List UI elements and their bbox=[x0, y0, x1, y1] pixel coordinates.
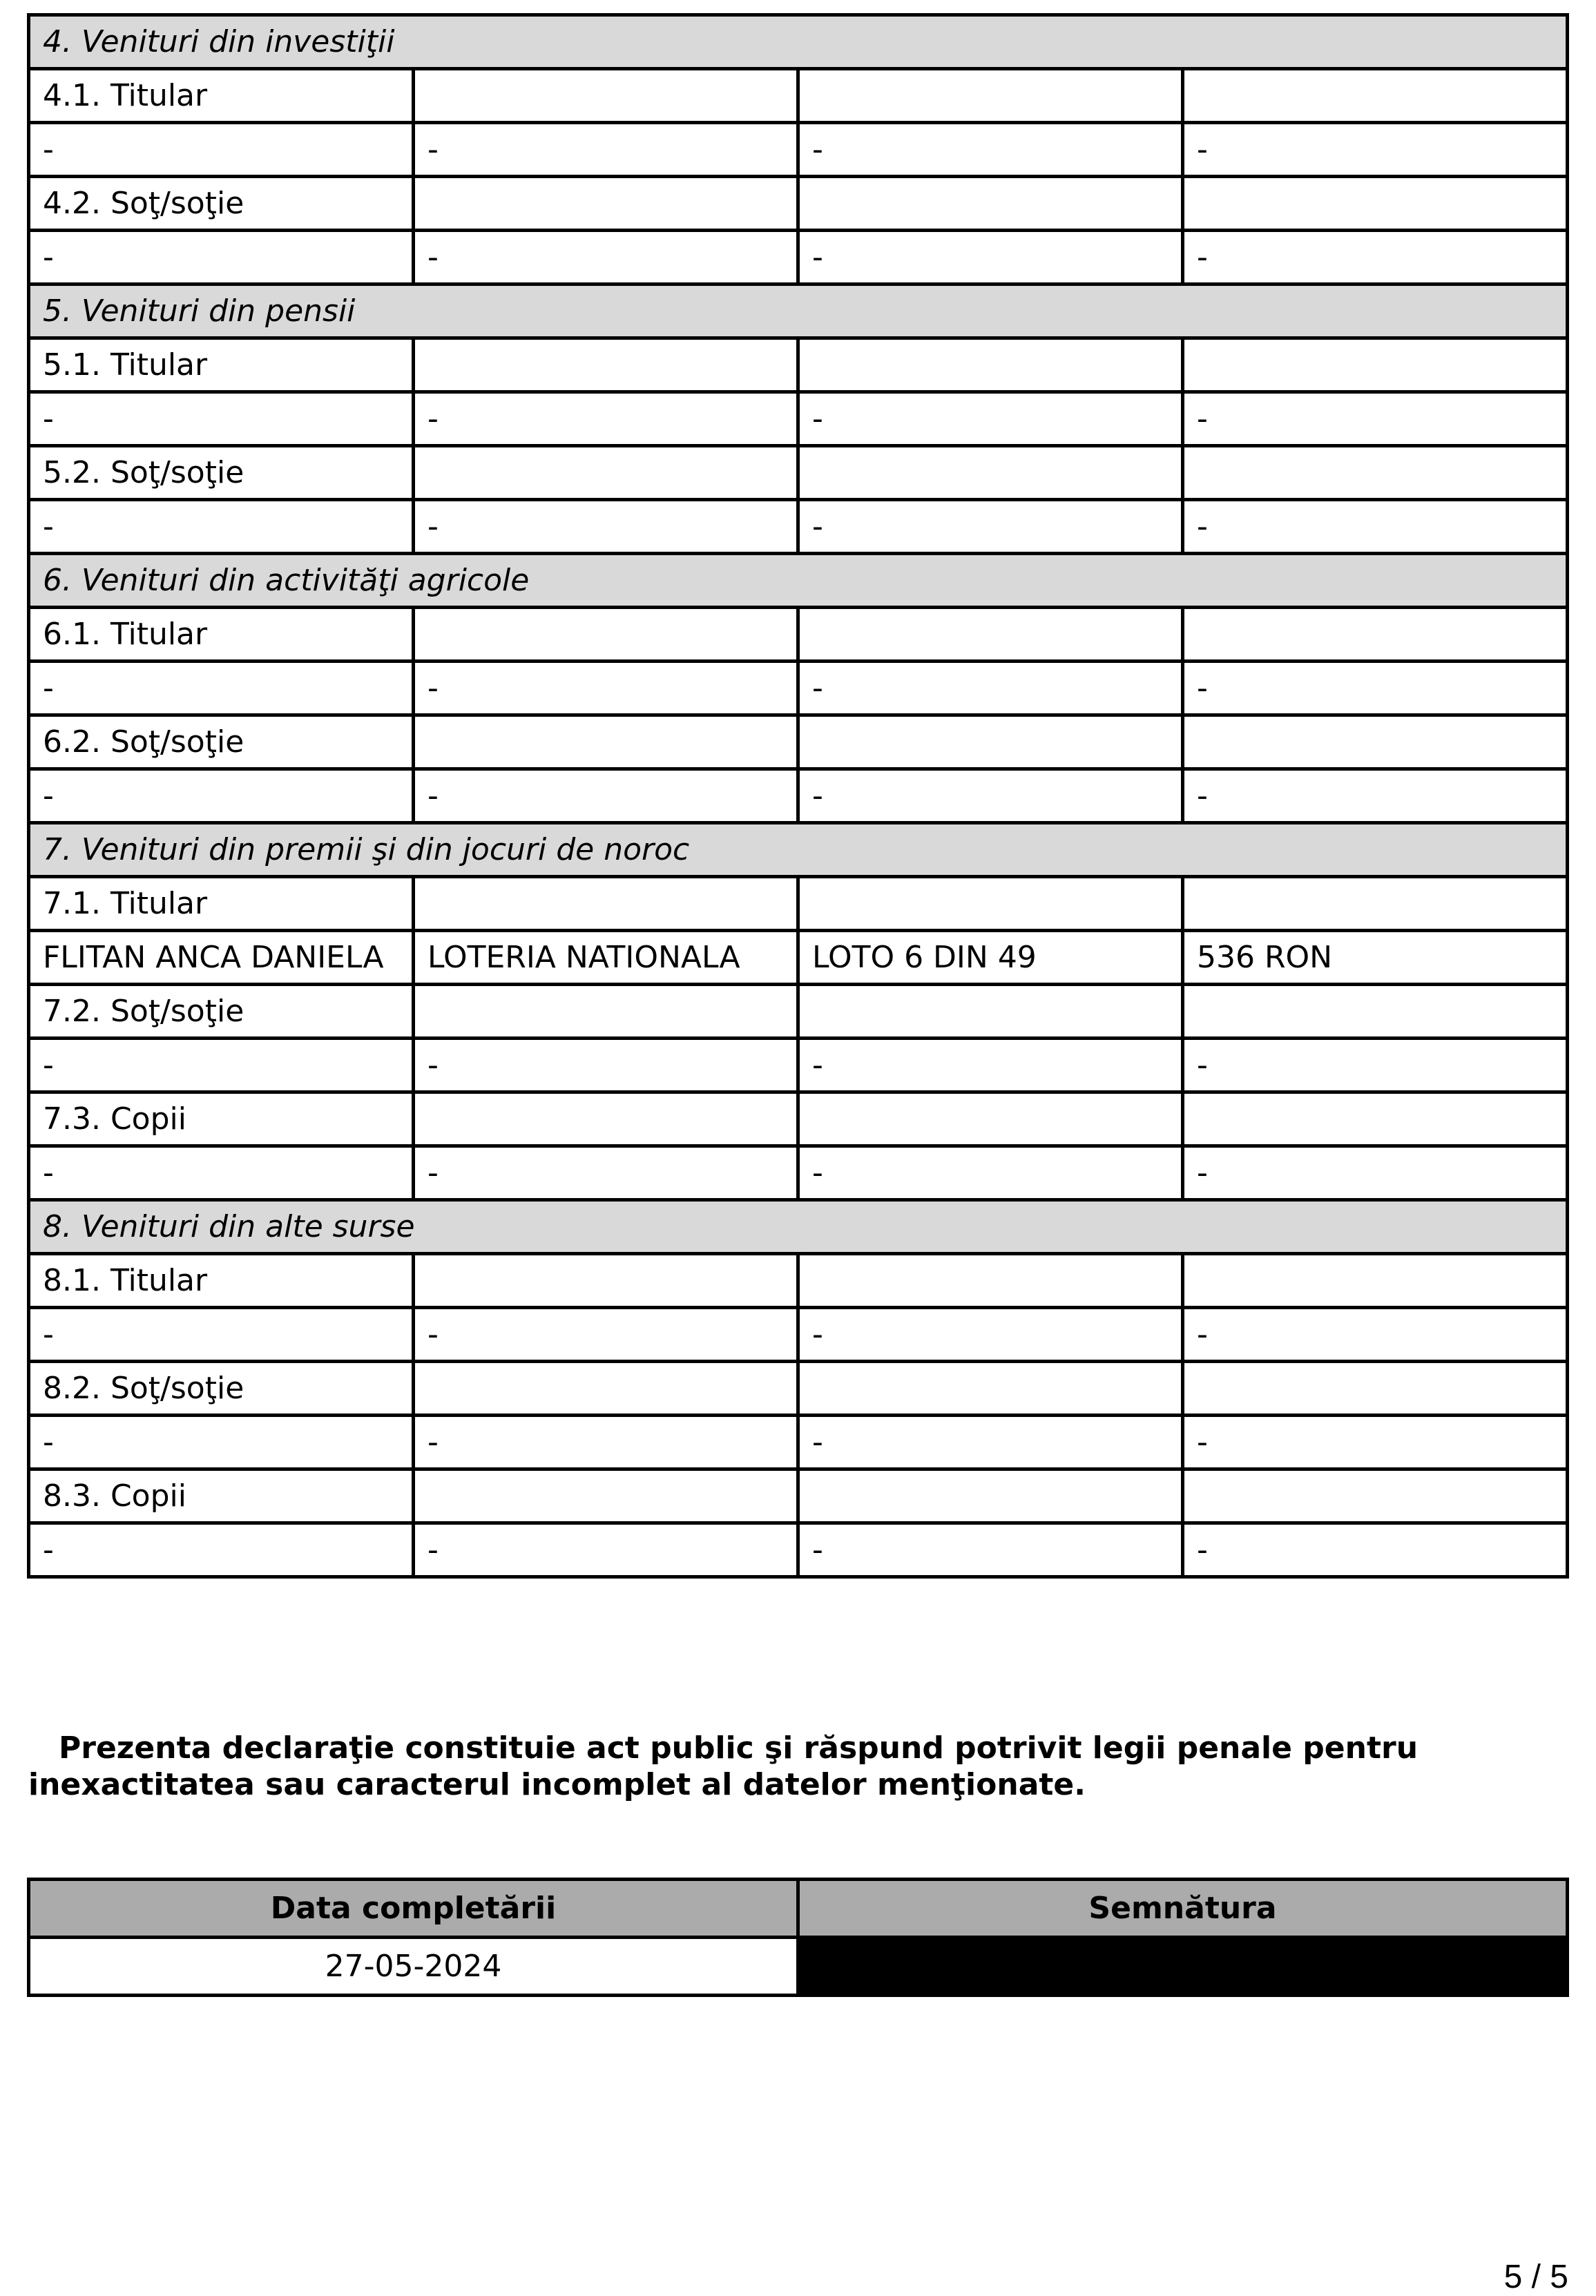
empty-cell bbox=[798, 446, 1183, 500]
section-header-row bbox=[29, 284, 1568, 338]
table-cell: - bbox=[798, 769, 1183, 823]
subsection-row bbox=[29, 1362, 1568, 1416]
empty-cell bbox=[414, 1469, 798, 1523]
subsection-label: 5.2. Soţ/soţie bbox=[29, 446, 414, 500]
table-cell: - bbox=[414, 1308, 798, 1362]
section-header-row bbox=[29, 1200, 1568, 1254]
completion-date: 27-05-2024 bbox=[29, 1938, 798, 1996]
table-row bbox=[29, 392, 1568, 446]
empty-cell bbox=[414, 69, 798, 123]
empty-cell bbox=[798, 1362, 1183, 1416]
table-cell: - bbox=[29, 769, 414, 823]
table-cell: - bbox=[1183, 500, 1568, 554]
empty-cell bbox=[798, 985, 1183, 1039]
empty-cell bbox=[414, 1092, 798, 1146]
table-cell: - bbox=[414, 1146, 798, 1200]
signature-table bbox=[27, 1878, 1569, 1997]
table-cell: - bbox=[414, 1523, 798, 1577]
table-row bbox=[29, 123, 1568, 177]
subsection-row bbox=[29, 715, 1568, 769]
table-cell: - bbox=[1183, 1523, 1568, 1577]
empty-cell bbox=[414, 715, 798, 769]
table-cell: FLITAN ANCA DANIELA bbox=[29, 931, 414, 985]
table-cell: - bbox=[29, 662, 414, 715]
table-cell: - bbox=[414, 662, 798, 715]
subsection-row bbox=[29, 985, 1568, 1039]
table-cell: - bbox=[798, 1523, 1183, 1577]
subsection-label: 7.2. Soţ/soţie bbox=[29, 985, 414, 1039]
table-cell: - bbox=[29, 1416, 414, 1469]
table-row bbox=[29, 1416, 1568, 1469]
table-cell: - bbox=[798, 662, 1183, 715]
table-cell: - bbox=[1183, 1039, 1568, 1092]
table-cell: - bbox=[798, 1416, 1183, 1469]
subsection-label: 8.1. Titular bbox=[29, 1254, 414, 1308]
subsection-label: 4.2. Soţ/soţie bbox=[29, 177, 414, 231]
table-cell: - bbox=[1183, 1416, 1568, 1469]
table-row bbox=[29, 500, 1568, 554]
empty-cell bbox=[1183, 608, 1568, 662]
section-header-row bbox=[29, 15, 1568, 69]
empty-cell bbox=[1183, 69, 1568, 123]
subsection-row bbox=[29, 69, 1568, 123]
table-cell: - bbox=[798, 123, 1183, 177]
empty-cell bbox=[1183, 1362, 1568, 1416]
empty-cell bbox=[414, 1254, 798, 1308]
table-cell: - bbox=[414, 769, 798, 823]
section-title: 7. Venituri din premii şi din jocuri de noroc bbox=[29, 823, 1568, 877]
table-cell: - bbox=[414, 1039, 798, 1092]
section-header-row bbox=[29, 554, 1568, 608]
section-title: 8. Venituri din alte surse bbox=[29, 1200, 1568, 1254]
subsection-row bbox=[29, 338, 1568, 392]
table-row bbox=[29, 1523, 1568, 1577]
table-cell: LOTERIA NATIONALA bbox=[414, 931, 798, 985]
empty-cell bbox=[414, 1362, 798, 1416]
subsection-label: 8.2. Soţ/soţie bbox=[29, 1362, 414, 1416]
table-cell: - bbox=[1183, 123, 1568, 177]
table-cell: - bbox=[29, 1523, 414, 1577]
signature-header: Semnătura bbox=[798, 1880, 1568, 1938]
empty-cell bbox=[798, 877, 1183, 931]
table-cell: - bbox=[798, 1308, 1183, 1362]
empty-cell bbox=[1183, 877, 1568, 931]
table-cell: - bbox=[29, 1146, 414, 1200]
table-cell: - bbox=[1183, 769, 1568, 823]
subsection-label: 7.3. Copii bbox=[29, 1092, 414, 1146]
empty-cell bbox=[414, 985, 798, 1039]
page-number: 5 / 5 bbox=[1503, 2259, 1568, 2295]
subsection-label: 6.1. Titular bbox=[29, 608, 414, 662]
table-cell: 536 RON bbox=[1183, 931, 1568, 985]
empty-cell bbox=[798, 1469, 1183, 1523]
empty-cell bbox=[798, 1254, 1183, 1308]
date-header: Data completării bbox=[29, 1880, 798, 1938]
table-cell: - bbox=[29, 1308, 414, 1362]
section-header-row bbox=[29, 823, 1568, 877]
table-row bbox=[29, 931, 1568, 985]
table-cell: - bbox=[414, 231, 798, 284]
table-cell: - bbox=[798, 1039, 1183, 1092]
empty-cell bbox=[798, 69, 1183, 123]
subsection-row bbox=[29, 1254, 1568, 1308]
empty-cell bbox=[1183, 1254, 1568, 1308]
empty-cell bbox=[798, 1092, 1183, 1146]
empty-cell bbox=[414, 446, 798, 500]
declaration-statement: Prezenta declaraţie constituie act public şi răspund potrivit legii penale pentru inexactitatea sau caracterul incomplet al datelor menţionate. bbox=[28, 1730, 1419, 1802]
table-cell: - bbox=[414, 392, 798, 446]
subsection-row bbox=[29, 877, 1568, 931]
section-title: 4. Venituri din investiţii bbox=[29, 15, 1568, 69]
empty-cell bbox=[1183, 1469, 1568, 1523]
table-cell: - bbox=[798, 392, 1183, 446]
table-row bbox=[29, 1039, 1568, 1092]
table-cell: - bbox=[29, 500, 414, 554]
section-title: 5. Venituri din pensii bbox=[29, 284, 1568, 338]
table-cell: - bbox=[1183, 1308, 1568, 1362]
signature-redacted bbox=[798, 1938, 1568, 1996]
empty-cell bbox=[1183, 715, 1568, 769]
income-table bbox=[27, 13, 1569, 1579]
section-title: 6. Venituri din activităţi agricole bbox=[29, 554, 1568, 608]
empty-cell bbox=[798, 338, 1183, 392]
subsection-label: 8.3. Copii bbox=[29, 1469, 414, 1523]
table-row bbox=[29, 231, 1568, 284]
table-cell: - bbox=[1183, 1146, 1568, 1200]
table-cell: - bbox=[29, 392, 414, 446]
subsection-label: 4.1. Titular bbox=[29, 69, 414, 123]
subsection-label: 6.2. Soţ/soţie bbox=[29, 715, 414, 769]
empty-cell bbox=[1183, 338, 1568, 392]
empty-cell bbox=[414, 608, 798, 662]
table-row bbox=[29, 769, 1568, 823]
table-cell: - bbox=[29, 231, 414, 284]
table-cell: - bbox=[414, 500, 798, 554]
table-cell: - bbox=[29, 123, 414, 177]
subsection-row bbox=[29, 1092, 1568, 1146]
table-cell: LOTO 6 DIN 49 bbox=[798, 931, 1183, 985]
empty-cell bbox=[414, 177, 798, 231]
subsection-label: 5.1. Titular bbox=[29, 338, 414, 392]
subsection-row bbox=[29, 446, 1568, 500]
table-cell: - bbox=[414, 123, 798, 177]
empty-cell bbox=[1183, 1092, 1568, 1146]
empty-cell bbox=[1183, 985, 1568, 1039]
empty-cell bbox=[1183, 446, 1568, 500]
table-row bbox=[29, 1146, 1568, 1200]
empty-cell bbox=[798, 608, 1183, 662]
table-cell: - bbox=[1183, 662, 1568, 715]
table-cell: - bbox=[29, 1039, 414, 1092]
empty-cell bbox=[798, 177, 1183, 231]
empty-cell bbox=[414, 877, 798, 931]
table-row bbox=[29, 1308, 1568, 1362]
table-cell: - bbox=[1183, 231, 1568, 284]
subsection-row bbox=[29, 177, 1568, 231]
table-cell: - bbox=[414, 1416, 798, 1469]
empty-cell bbox=[414, 338, 798, 392]
table-cell: - bbox=[798, 1146, 1183, 1200]
subsection-label: 7.1. Titular bbox=[29, 877, 414, 931]
table-cell: - bbox=[798, 231, 1183, 284]
empty-cell bbox=[798, 715, 1183, 769]
table-cell: - bbox=[1183, 392, 1568, 446]
subsection-row bbox=[29, 608, 1568, 662]
table-cell: - bbox=[798, 500, 1183, 554]
empty-cell bbox=[1183, 177, 1568, 231]
table-row bbox=[29, 662, 1568, 715]
subsection-row bbox=[29, 1469, 1568, 1523]
